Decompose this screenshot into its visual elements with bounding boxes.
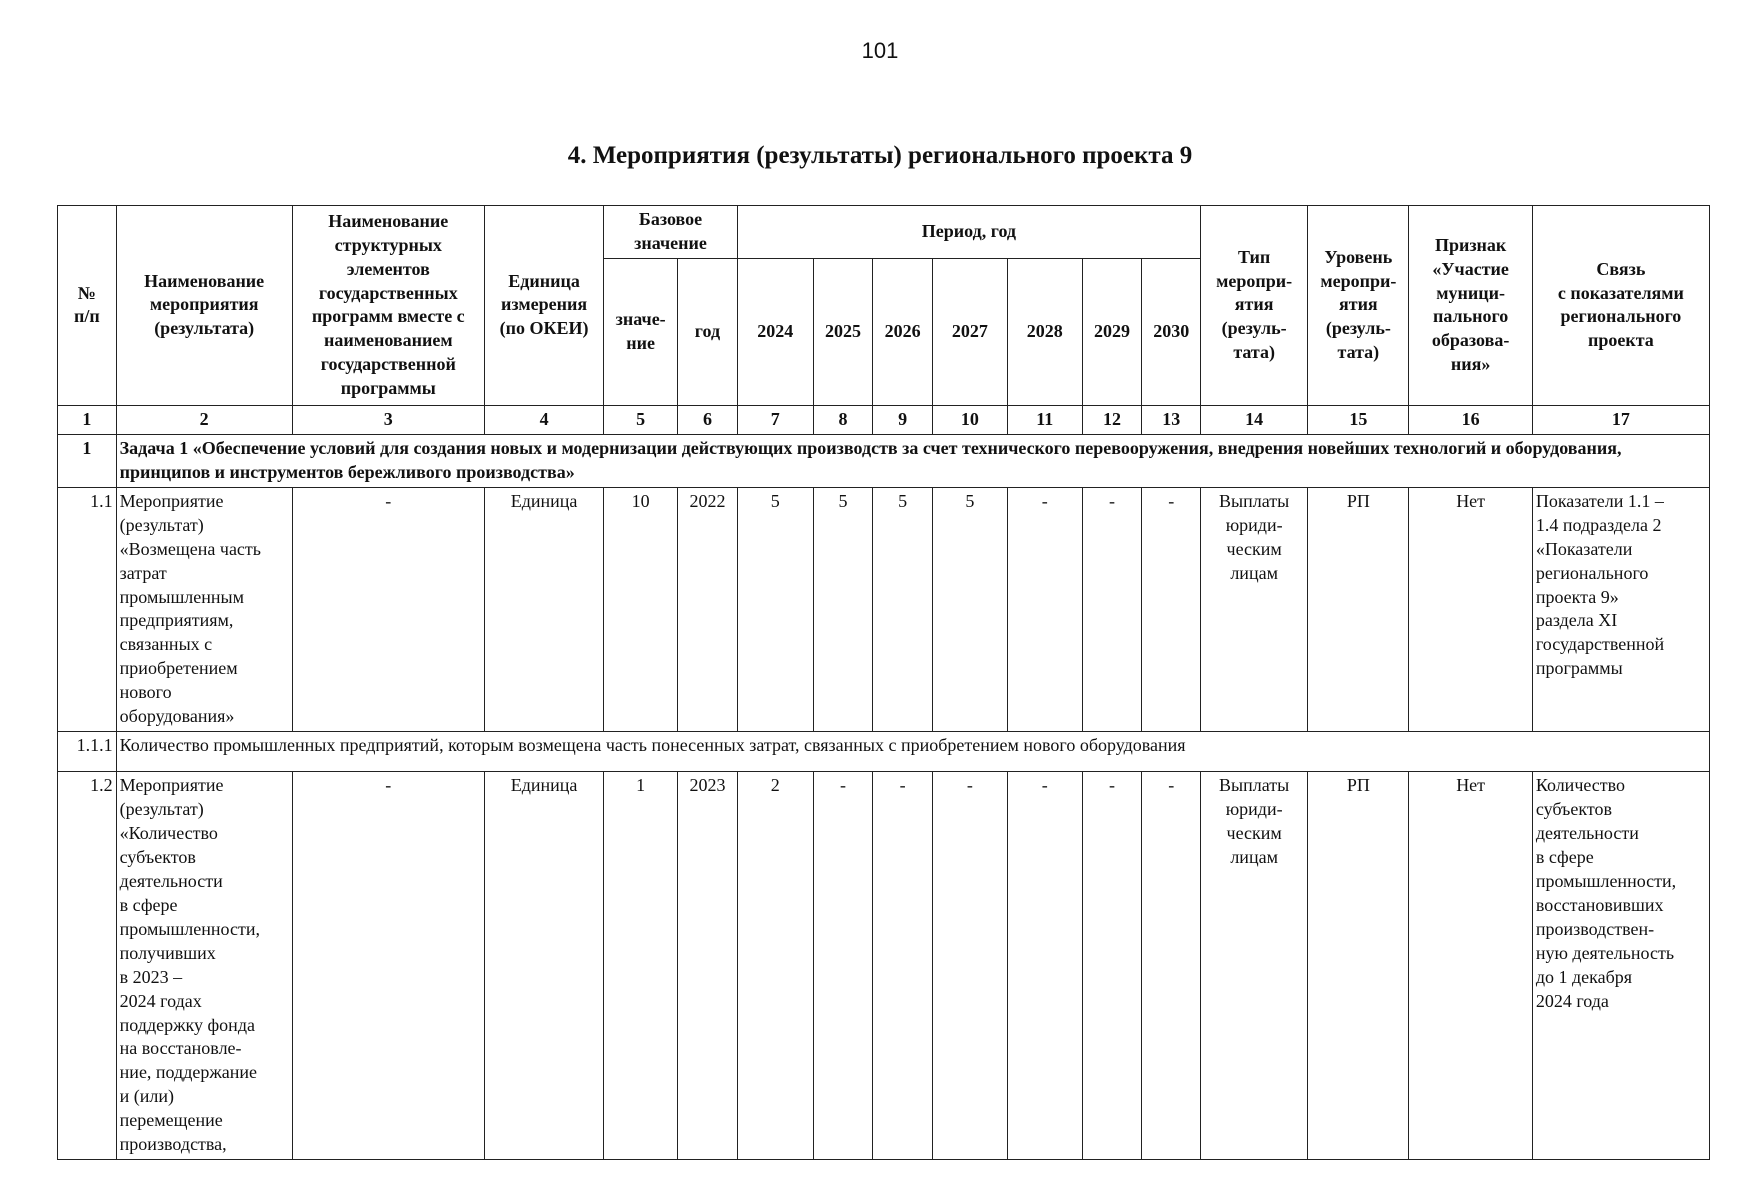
- header-structural: Наименование структурных элементов государственных программ вместе с наименованием государственной программы: [292, 206, 484, 406]
- column-number: 2: [116, 405, 292, 434]
- header-type: Тип меропри- ятия (резуль- тата): [1201, 206, 1308, 406]
- year-value: -: [873, 772, 933, 1160]
- column-number: 13: [1142, 405, 1201, 434]
- header-unit: Единица измерения (по ОКЕИ): [484, 206, 603, 406]
- header-year: 2028: [1007, 258, 1082, 405]
- subrow-1-1-1: [58, 732, 1710, 772]
- header-year: 2026: [873, 258, 933, 405]
- year-value: -: [1082, 487, 1142, 731]
- measure-name: Мероприятие (результат) «Количество субъектов деятельности в сфере промышленности, получивших в 2023 – 2024 годах поддержку фонда на восстановле- ние, поддержание и (или) перемещение производства,: [116, 772, 292, 1160]
- row-number: 1.1: [58, 487, 117, 731]
- header-period: Период, год: [737, 206, 1200, 259]
- indicator-link: Показатели 1.1 – 1.4 подраздела 2 «Показатели регионального проекта 9» раздела XI государственной программы: [1532, 487, 1709, 731]
- structural-element: -: [292, 772, 484, 1160]
- header-year: 2030: [1142, 258, 1201, 405]
- header-year: 2027: [932, 258, 1007, 405]
- header-num: № п/п: [58, 206, 117, 406]
- column-number: 12: [1082, 405, 1142, 434]
- year-value: 5: [737, 487, 813, 731]
- year-value: 2: [737, 772, 813, 1160]
- header-level: Уровень меропри- ятия (резуль- тата): [1308, 206, 1409, 406]
- header-row-1: [58, 206, 1710, 259]
- column-number: 11: [1007, 405, 1082, 434]
- subrow-text: Количество промышленных предприятий, которым возмещена часть понесенных затрат, связанных с приобретением нового оборудования: [116, 732, 1709, 772]
- base-year: 2022: [678, 487, 738, 731]
- municipal-flag: Нет: [1409, 772, 1532, 1160]
- year-value: -: [1007, 487, 1082, 731]
- column-number: 10: [932, 405, 1007, 434]
- measures-table: [57, 205, 1710, 1160]
- task-text: Задача 1 «Обеспечение условий для создания новых и модернизации действующих производств за счет технического перевооружения, внедрения новейших технологий и оборудования, принципов и инструментов бережливого производства»: [116, 434, 1709, 487]
- column-number: 17: [1532, 405, 1709, 434]
- row-number: 1.1.1: [58, 732, 117, 772]
- structural-element: -: [292, 487, 484, 731]
- header-year: 2029: [1082, 258, 1142, 405]
- unit: Единица: [484, 772, 603, 1160]
- year-value: -: [813, 772, 873, 1160]
- column-number: 15: [1308, 405, 1409, 434]
- header-year: 2025: [813, 258, 873, 405]
- header-link: Связь с показателями регионального проекта: [1532, 206, 1709, 406]
- column-number: 7: [737, 405, 813, 434]
- measure-row-1-1: [58, 487, 1710, 731]
- municipal-flag: Нет: [1409, 487, 1532, 731]
- column-number: 16: [1409, 405, 1532, 434]
- column-number: 14: [1201, 405, 1308, 434]
- year-value: -: [1142, 772, 1201, 1160]
- year-value: -: [1142, 487, 1201, 731]
- year-value: 5: [873, 487, 933, 731]
- measure-level: РП: [1308, 487, 1409, 731]
- year-value: -: [1007, 772, 1082, 1160]
- section-title: 4. Мероприятия (результаты) регионального проекта 9: [567, 142, 1193, 169]
- indicator-link: Количество субъектов деятельности в сфере промышленности, восстановивших производствен- ную деятельность до 1 декабря 2024 года: [1532, 772, 1709, 1160]
- column-number: 3: [292, 405, 484, 434]
- column-number-row: [58, 405, 1710, 434]
- header-name: Наименование мероприятия (результата): [116, 206, 292, 406]
- header-base-value: значе- ние: [604, 258, 678, 405]
- year-value: 5: [932, 487, 1007, 731]
- task-number: 1: [58, 434, 117, 487]
- year-value: 5: [813, 487, 873, 731]
- column-number: 8: [813, 405, 873, 434]
- header-year: 2024: [737, 258, 813, 405]
- header-base: Базовое значение: [604, 206, 738, 259]
- column-number: 6: [678, 405, 738, 434]
- header-municipal: Признак «Участие муници- пального образова- ния»: [1409, 206, 1532, 406]
- measure-row-1-2: [58, 772, 1710, 1160]
- column-number: 9: [873, 405, 933, 434]
- base-value: 1: [604, 772, 678, 1160]
- page-number: 101: [861, 38, 899, 63]
- base-value: 10: [604, 487, 678, 731]
- task-row: [58, 434, 1710, 487]
- measure-type: Выплаты юриди- ческим лицам: [1201, 487, 1308, 731]
- year-value: -: [1082, 772, 1142, 1160]
- column-number: 5: [604, 405, 678, 434]
- unit: Единица: [484, 487, 603, 731]
- measure-type: Выплаты юриди- ческим лицам: [1201, 772, 1308, 1160]
- year-value: -: [932, 772, 1007, 1160]
- column-number: 1: [58, 405, 117, 434]
- base-year: 2023: [678, 772, 738, 1160]
- row-number: 1.2: [58, 772, 117, 1160]
- measure-name: Мероприятие (результат) «Возмещена часть затрат промышленным предприятиям, связанных с приобретением нового оборудования»: [116, 487, 292, 731]
- column-number: 4: [484, 405, 603, 434]
- header-base-year: год: [678, 258, 738, 405]
- measure-level: РП: [1308, 772, 1409, 1160]
